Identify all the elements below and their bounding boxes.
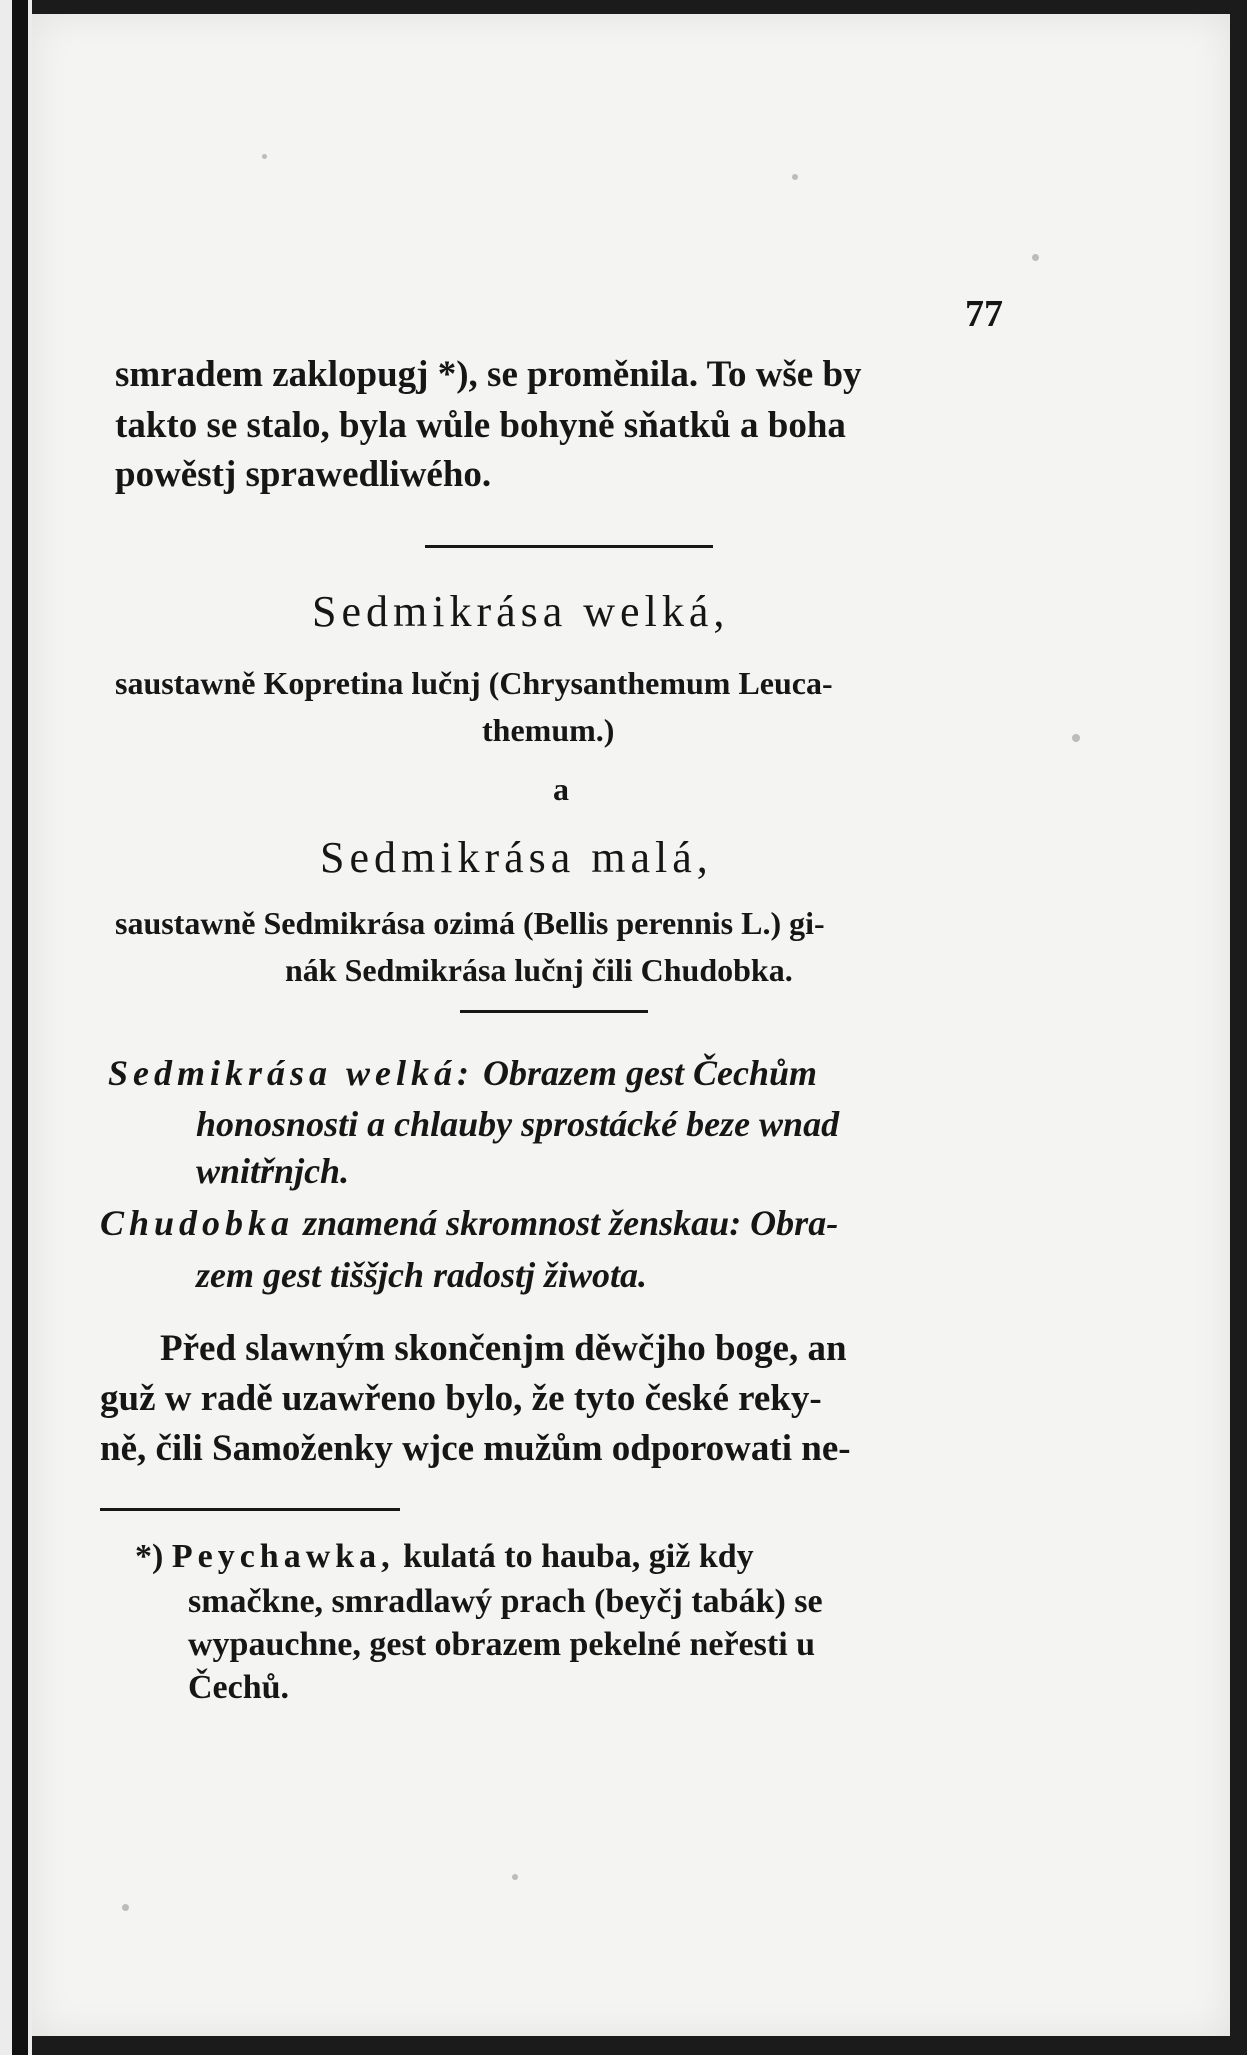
paper-speck xyxy=(792,174,798,180)
section-rule xyxy=(425,545,713,548)
section-rule xyxy=(460,1010,648,1013)
section-subtitle-2a: saustawně Sedmikrása ozimá (Bellis perennis L.) gi- xyxy=(115,905,825,941)
footnote-line-2: smačkne, smradlawý prach (beyčj tabák) se xyxy=(188,1583,823,1620)
top-line-2: takto se stalo, byla wůle bohyně sňatků a boha xyxy=(115,405,846,446)
emblem-line-3: wnitřnjch. xyxy=(196,1151,350,1191)
footnote-text: kulatá to hauba, giž kdy xyxy=(403,1538,754,1575)
paper-speck xyxy=(1032,254,1039,261)
paragraph-line-1: Před slawným skončenjm děwčjho boge, an xyxy=(160,1328,847,1369)
paragraph-line-3: ně, čili Samoženky wjce mužům odporowati ne- xyxy=(100,1428,851,1469)
footnote-label: Peychawka, xyxy=(171,1538,395,1575)
page-number: 77 xyxy=(965,293,1003,335)
page-gutter xyxy=(0,0,32,2055)
section-subtitle-1a: saustawně Kopretina lučnj (Chrysanthemum Leuca- xyxy=(115,665,833,701)
emblem-text: znamená skromnost ženskau: Obra- xyxy=(303,1203,839,1243)
emblem-text: Obrazem gest Čechům xyxy=(483,1053,818,1093)
footnote-line-1 xyxy=(135,1538,754,1576)
section-subtitle-1b: themum.) xyxy=(482,712,615,748)
footnote-rule xyxy=(100,1508,400,1511)
section-title-1: Sedmikrása welká, xyxy=(312,587,730,636)
emblem-line-5: zem gest tiššjch radostj žiwota. xyxy=(196,1255,648,1295)
emblem-label: Sedmikrása welká: xyxy=(108,1053,475,1093)
paper-speck xyxy=(122,1904,129,1911)
emblem-line-1 xyxy=(108,1052,817,1094)
paper-speck xyxy=(1072,734,1080,742)
book-page xyxy=(32,14,1230,2036)
emblem-line-2: honosnosti a chlauby sprostácké beze wnad xyxy=(196,1104,840,1144)
top-line-1: smradem zaklopugj *), se proměnila. To wše by xyxy=(115,354,862,395)
paragraph-line-2: guž w radě uzawřeno bylo, že tyto české reky- xyxy=(100,1378,822,1419)
paper-speck xyxy=(262,154,267,159)
emblem-line-4 xyxy=(100,1202,838,1244)
top-line-3: powěstj sprawedliwého. xyxy=(115,454,492,495)
footnote-line-3: wypauchne, gest obrazem pekelné neřesti u xyxy=(188,1626,816,1663)
emblem-label: Chudobka xyxy=(100,1203,295,1243)
footnote-line-4: Čechů. xyxy=(188,1669,290,1706)
paper-speck xyxy=(512,1874,518,1880)
section-title-2: Sedmikrása malá, xyxy=(320,833,713,882)
footnote-mark: *) xyxy=(135,1538,164,1575)
section-subtitle-2b: nák Sedmikrása lučnj čili Chudobka. xyxy=(285,952,793,988)
section-connector: a xyxy=(553,771,569,807)
